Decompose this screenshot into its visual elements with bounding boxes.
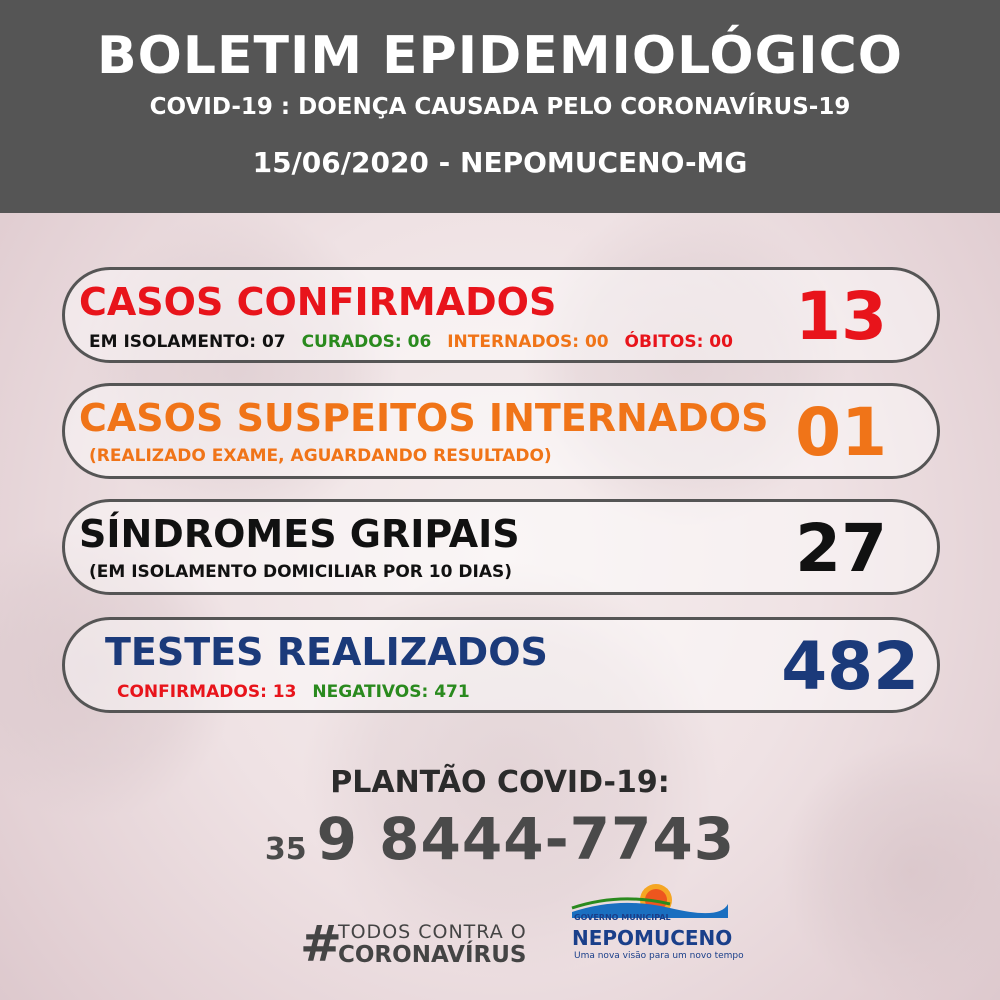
card-flu-syndromes: [62, 499, 940, 595]
sun-wave-icon: [570, 878, 730, 918]
suspected-value: 01: [795, 394, 887, 471]
tests-confirmed: CONFIRMADOS: 13: [117, 682, 297, 702]
logo-name: NEPOMUCENO: [572, 926, 733, 950]
tests-title: TESTES REALIZADOS: [105, 630, 548, 674]
confirmed-cases-details: [89, 332, 743, 352]
hashtag-line-2: CORONAVÍRUS: [338, 942, 527, 968]
page-title: BOLETIM EPIDEMIOLÓGICO: [96, 26, 903, 86]
card-suspected-hospitalized: [62, 383, 940, 479]
flu-value: 27: [795, 510, 887, 587]
phone-number: 9 8444-7743: [316, 805, 736, 873]
isolation-count: EM ISOLAMENTO: 07: [89, 332, 286, 352]
tests-value: 482: [781, 628, 919, 705]
date-location: 15/06/2020 - NEPOMUCENO-MG: [252, 146, 748, 179]
tests-details: [117, 682, 480, 702]
hotline-label-text: PLANTÃO: [330, 765, 497, 800]
background-virus-1: [80, 210, 400, 530]
flu-title: SÍNDROMES GRIPAIS: [79, 512, 520, 556]
hotline-phone: [0, 805, 1000, 873]
tests-negative: NEGATIVOS: 471: [312, 682, 470, 702]
hospitalized-count: INTERNADOS: 00: [447, 332, 609, 352]
card-confirmed-cases: [62, 267, 940, 363]
hotline-label-strong: COVID-19:: [496, 765, 670, 800]
hashtag-line-1: TODOS CONTRA O: [338, 921, 527, 943]
header-banner: [0, 0, 1000, 213]
page-subtitle: COVID-19 : DOENÇA CAUSADA PELO CORONAVÍRUS-19: [149, 94, 851, 120]
logo-gov-text: GOVERNO MUNICIPAL: [574, 913, 671, 922]
confirmed-cases-value: 13: [795, 278, 887, 355]
hotline-label: [0, 765, 1000, 800]
confirmed-cases-title: CASOS CONFIRMADOS: [79, 280, 557, 324]
card-tests: [62, 617, 940, 713]
logo-slogan: Uma nova visão para um novo tempo: [574, 951, 744, 961]
hashtag-icon: #: [300, 915, 342, 973]
suspected-title: CASOS SUSPEITOS INTERNADOS: [79, 396, 769, 440]
deaths-count: ÓBITOS: 00: [624, 332, 733, 352]
flu-note: (EM ISOLAMENTO DOMICILIAR POR 10 DIAS): [89, 562, 512, 582]
suspected-note: (REALIZADO EXAME, AGUARDANDO RESULTADO): [89, 446, 552, 466]
phone-area-code: 35: [264, 832, 307, 867]
recovered-count: CURADOS: 06: [301, 332, 432, 352]
background-virus-2: [520, 200, 850, 530]
municipal-logo: [570, 878, 744, 968]
